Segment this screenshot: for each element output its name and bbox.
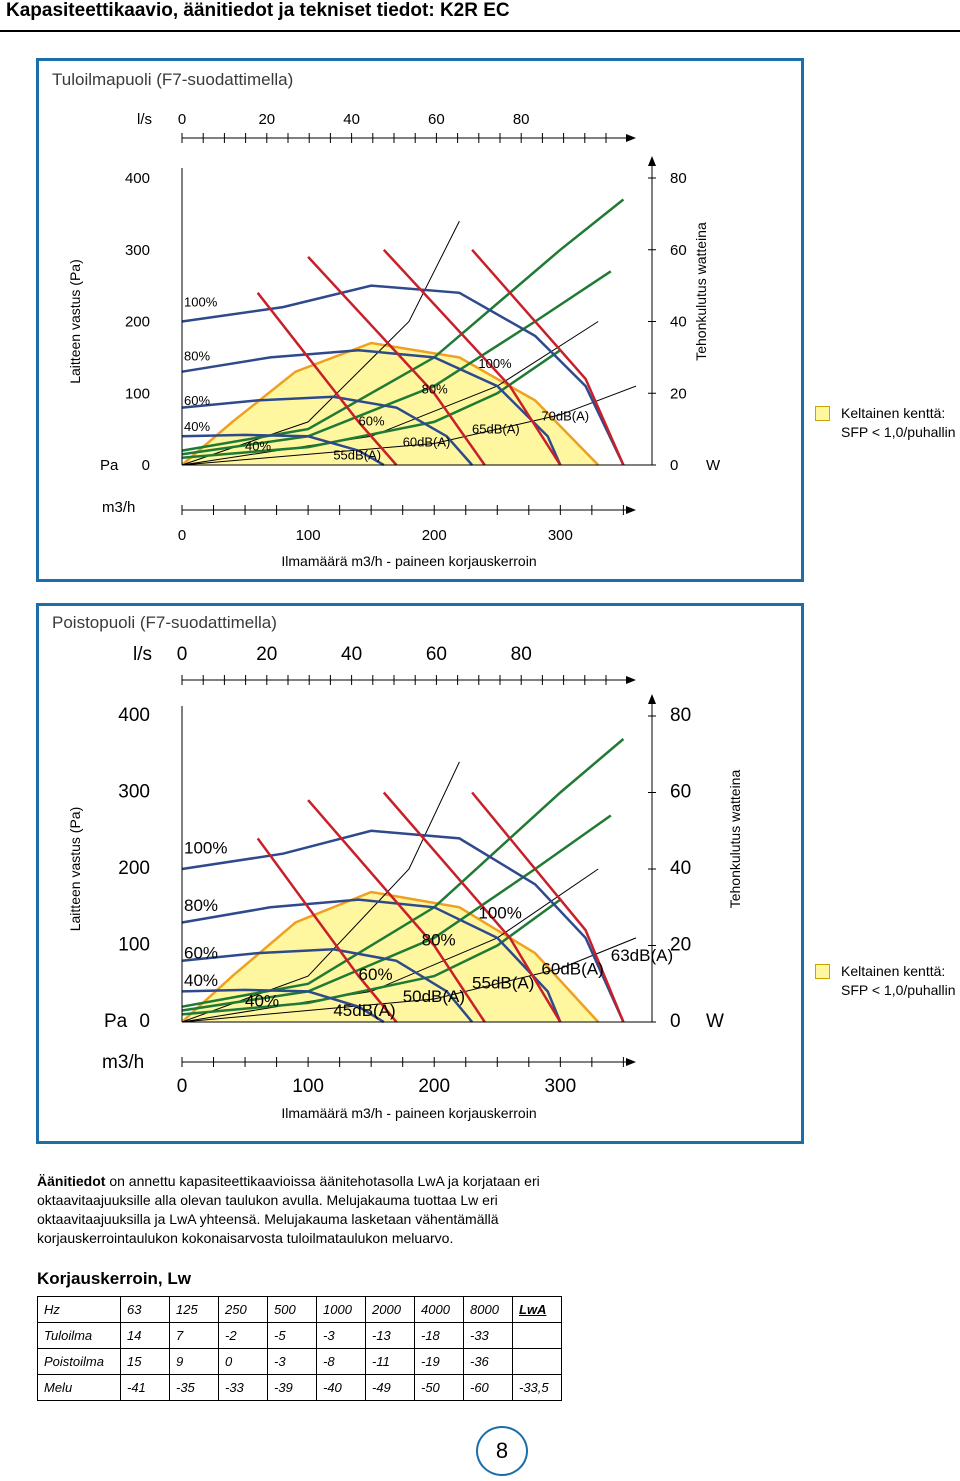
y2-axis-label: Tehonkulutus watteina [727,769,743,909]
table-cell: Hz [38,1297,121,1323]
table-cell: -8 [317,1349,366,1375]
sound-notes [37,1172,557,1248]
y2-axis-label: Tehonkulutus watteina [693,222,709,361]
top-tick-label: 60 [428,111,445,128]
y-tick-label: 100 [124,385,150,403]
correction-title: Korjauskerroin, Lw [37,1269,191,1288]
fan-speed-label: 40% [245,991,280,1011]
top-tick-label: 0 [176,644,188,665]
table-cell: -11 [366,1349,415,1375]
fan-speed-label: 100% [478,356,512,372]
sound-level-label: 60dB(A) [541,959,604,979]
table-cell: 125 [170,1297,219,1323]
fan-speed-label: 80% [421,381,448,397]
sound-level-label: 65dB(A) [472,421,520,437]
fan-speed-label: 40% [184,418,211,434]
y-tick-label: 0 [139,1011,150,1032]
table-cell: Tuloilma [38,1323,121,1349]
sound-level-label: 55dB(A) [472,973,535,993]
legend-line1: Keltainen kenttä: [841,405,946,421]
sound-level-label: 50dB(A) [402,987,466,1007]
table-row [38,1323,562,1349]
top-tick-label: 20 [256,644,278,665]
y-tick-label: 200 [124,313,150,331]
table-cell: -13 [366,1323,415,1349]
x-tick-label: 100 [292,1076,324,1097]
table-cell: 1000 [317,1297,366,1323]
x-unit: m3/h [102,1052,145,1073]
table-cell: -33 [464,1323,513,1349]
y2-tick-label: 80 [670,170,687,187]
y-unit: Pa [100,457,119,474]
table-row [38,1375,562,1401]
table-cell: 14 [121,1323,170,1349]
x-tick-label: 200 [421,527,447,544]
y2-unit: W [706,1011,724,1032]
y-tick-label: 400 [118,705,150,726]
table-cell: -40 [317,1375,366,1401]
notes-lead: Äänitiedot [37,1173,106,1189]
table-cell: 500 [268,1297,317,1323]
x-tick-label: 0 [176,1076,188,1097]
table-cell [513,1349,562,1375]
x-tick-label: 200 [418,1076,451,1097]
y2-unit: W [706,457,721,474]
exhaust-panel-title: Poistopuoli (F7-suodattimella) [52,613,277,632]
x-unit: m3/h [102,499,136,516]
top-tick-label: 20 [258,111,276,128]
y2-tick-label: 20 [670,385,687,403]
table-cell: -3 [268,1349,317,1375]
top-tick-label: 80 [510,644,532,665]
table-cell: 9 [170,1349,219,1375]
table-cell: Poistoilma [38,1349,121,1375]
table-cell: -18 [415,1323,464,1349]
fan-speed-label: 80% [421,930,456,950]
table-cell: 2000 [366,1297,415,1323]
y2-tick-label: 60 [670,781,692,803]
sound-level-label: 45dB(A) [333,1000,396,1020]
fan-speed-label: 100% [184,294,218,310]
legend-line1: Keltainen kenttä: [841,963,946,979]
table-cell: -2 [219,1323,268,1349]
table-cell: -35 [170,1375,219,1401]
table-cell: 7 [170,1323,219,1349]
y-axis-label: Laitteen vastus (Pa) [67,806,83,932]
fan-speed-label: 40% [184,970,219,990]
top-axis-unit: l/s [133,644,152,665]
page-number: 8 [476,1426,528,1476]
y2-tick-label: 60 [670,241,687,259]
y2-tick-label: 0 [670,457,679,474]
y-tick-label: 100 [118,934,150,956]
legend-line2: SFP < 1,0/puhallin [841,424,956,440]
y2-arrow [648,694,656,704]
fan-speed-label: 100% [184,838,228,858]
fan-speed-label: 40% [245,438,272,454]
y2-tick-label: 40 [670,858,692,879]
x-tick-label: 100 [295,527,321,544]
table-cell: LwA [513,1297,562,1323]
top-axis-unit: l/s [137,111,152,128]
table-cell: -49 [366,1375,415,1401]
top-tick-label: 60 [425,644,447,665]
table-cell: -33,5 [513,1375,562,1401]
y-tick-label: 300 [124,241,150,259]
page-title: Kapasiteettikaavio, äänitiedot ja tekniset tiedot: K2R EC [6,0,510,21]
table-cell: 15 [121,1349,170,1375]
fan-speed-label: 80% [184,348,211,364]
x-tick-label: 0 [177,527,187,544]
notes-text: on annettu kapasiteettikaavioissa äänitehotasolla LwA ja korjataan eri oktaavitaajuuksille alla olevan taulukon avulla. Melujakauma tuottaa Lw eri oktaavitaajuuksilla ja LwA yhteensä. Melujakauma lasketaan vähentämällä korjauskerrointaulukon kokonaisarvosta tuloilmataulukon meluarvo. [37,1173,540,1246]
top-tick-label: 80 [512,111,530,128]
supply-panel-title: Tuloilmapuoli (F7-suodattimella) [52,70,294,89]
table-cell: -39 [268,1375,317,1401]
legend-line2: SFP < 1,0/puhallin [841,982,956,998]
y-tick-label: 200 [118,858,150,879]
table-cell: 4000 [415,1297,464,1323]
table-row [38,1297,562,1323]
fan-speed-label: 60% [184,943,219,963]
y2-tick-label: 80 [670,705,692,726]
fan-speed-label: 60% [358,964,393,984]
y-axis-label: Laitteen vastus (Pa) [67,259,83,384]
x-tick-label: 300 [544,1076,577,1097]
y2-tick-label: 40 [670,313,687,331]
bottom-axis-arrow [626,1058,636,1066]
sound-level-label: 55dB(A) [333,447,382,463]
x-axis-label: Ilmamäärä m3/h - paineen korjauskerroin [281,553,537,569]
fan-speed-label: 60% [184,393,211,409]
y-tick-label: 0 [141,457,150,474]
top-tick-label: 40 [343,111,360,128]
sound-level-label: 63dB(A) [610,945,674,965]
yellow-swatch [815,964,830,979]
table-cell: 63 [121,1297,170,1323]
y-unit: Pa [104,1011,128,1032]
table-cell: 8000 [464,1297,513,1323]
sound-level-label: 60dB(A) [402,434,451,450]
table-cell: -36 [464,1349,513,1375]
top-axis-arrow [626,676,636,684]
table-cell: 250 [219,1297,268,1323]
table-cell: -3 [317,1323,366,1349]
x-tick-label: 300 [547,527,573,544]
y2-tick-label: 0 [670,1011,681,1032]
y-tick-label: 300 [118,781,150,803]
correction-table [37,1296,562,1401]
fan-speed-label: 60% [358,413,385,429]
table-cell: -19 [415,1349,464,1375]
table-row [38,1349,562,1375]
table-cell: -41 [121,1375,170,1401]
table-cell: -60 [464,1375,513,1401]
sound-level-label: 70dB(A) [541,408,590,424]
x-axis-label: Ilmamäärä m3/h - paineen korjauskerroin [281,1105,537,1121]
table-cell: -33 [219,1375,268,1401]
y-tick-label: 400 [124,170,150,187]
table-cell: -50 [415,1375,464,1401]
table-cell: Melu [38,1375,121,1401]
top-tick-label: 0 [177,111,187,128]
fan-speed-label: 100% [478,903,522,923]
table-cell: -5 [268,1323,317,1349]
top-tick-label: 40 [341,644,363,665]
fan-speed-label: 80% [184,895,219,915]
table-cell: 0 [219,1349,268,1375]
y2-tick-label: 20 [670,934,692,956]
table-cell [513,1323,562,1349]
